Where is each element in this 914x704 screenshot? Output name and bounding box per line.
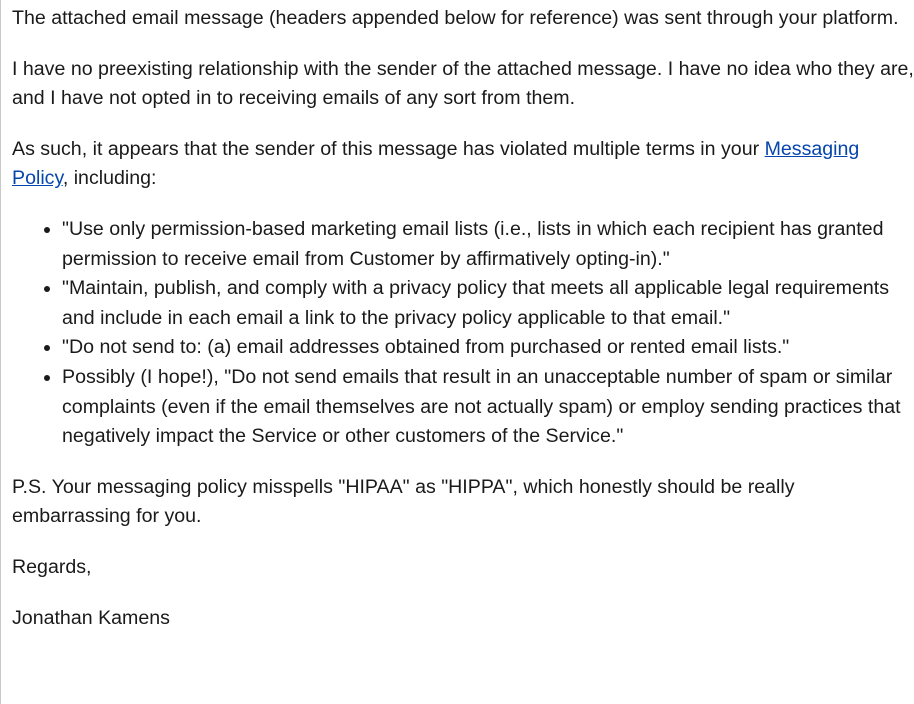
violation-paragraph [12, 135, 914, 194]
list-item: • "Maintain, publish, and comply with a privacy policy that meets all applicable legal requirements and include in each email a link to the privacy policy applicable to that email." [62, 274, 914, 333]
closing-text: Regards, [12, 555, 92, 578]
violation-suffix-text: , including: [62, 167, 157, 190]
postscript-paragraph: P.S. Your messaging policy misspells "HIPAA" as "HIPPA", which honestly should be really embarrassing for you. [12, 475, 795, 528]
violation-prefix-text: As such, it appears that the sender of this message has violated multiple terms in your [12, 137, 765, 160]
intro-paragraph: The attached email message (headers appended below for reference) was sent through your platform. [12, 7, 899, 29]
list-item: • Possibly (I hope!), "Do not send emails that result in an unacceptable number of spam or similar complaints (even if the email themselves are not actually spam) or employ sending practices that negatively impact the Service or other customers of the Service." [62, 363, 914, 452]
violations-list [12, 215, 914, 452]
list-item: • "Do not send to: (a) email addresses obtained from purchased or rented email lists." [62, 333, 914, 363]
list-item: • "Use only permission-based marketing email lists (i.e., lists in which each recipient has granted permission to receive email from Customer by affirmatively opting-in)." [62, 215, 914, 274]
messaging-policy-link[interactable]: Messaging Policy [12, 137, 860, 190]
signature-name: Jonathan Kamens [12, 606, 170, 629]
relationship-paragraph: I have no preexisting relationship with the sender of the attached message. I have no idea who they are, and I have not opted in to receiving emails of any sort from them. [12, 57, 914, 110]
